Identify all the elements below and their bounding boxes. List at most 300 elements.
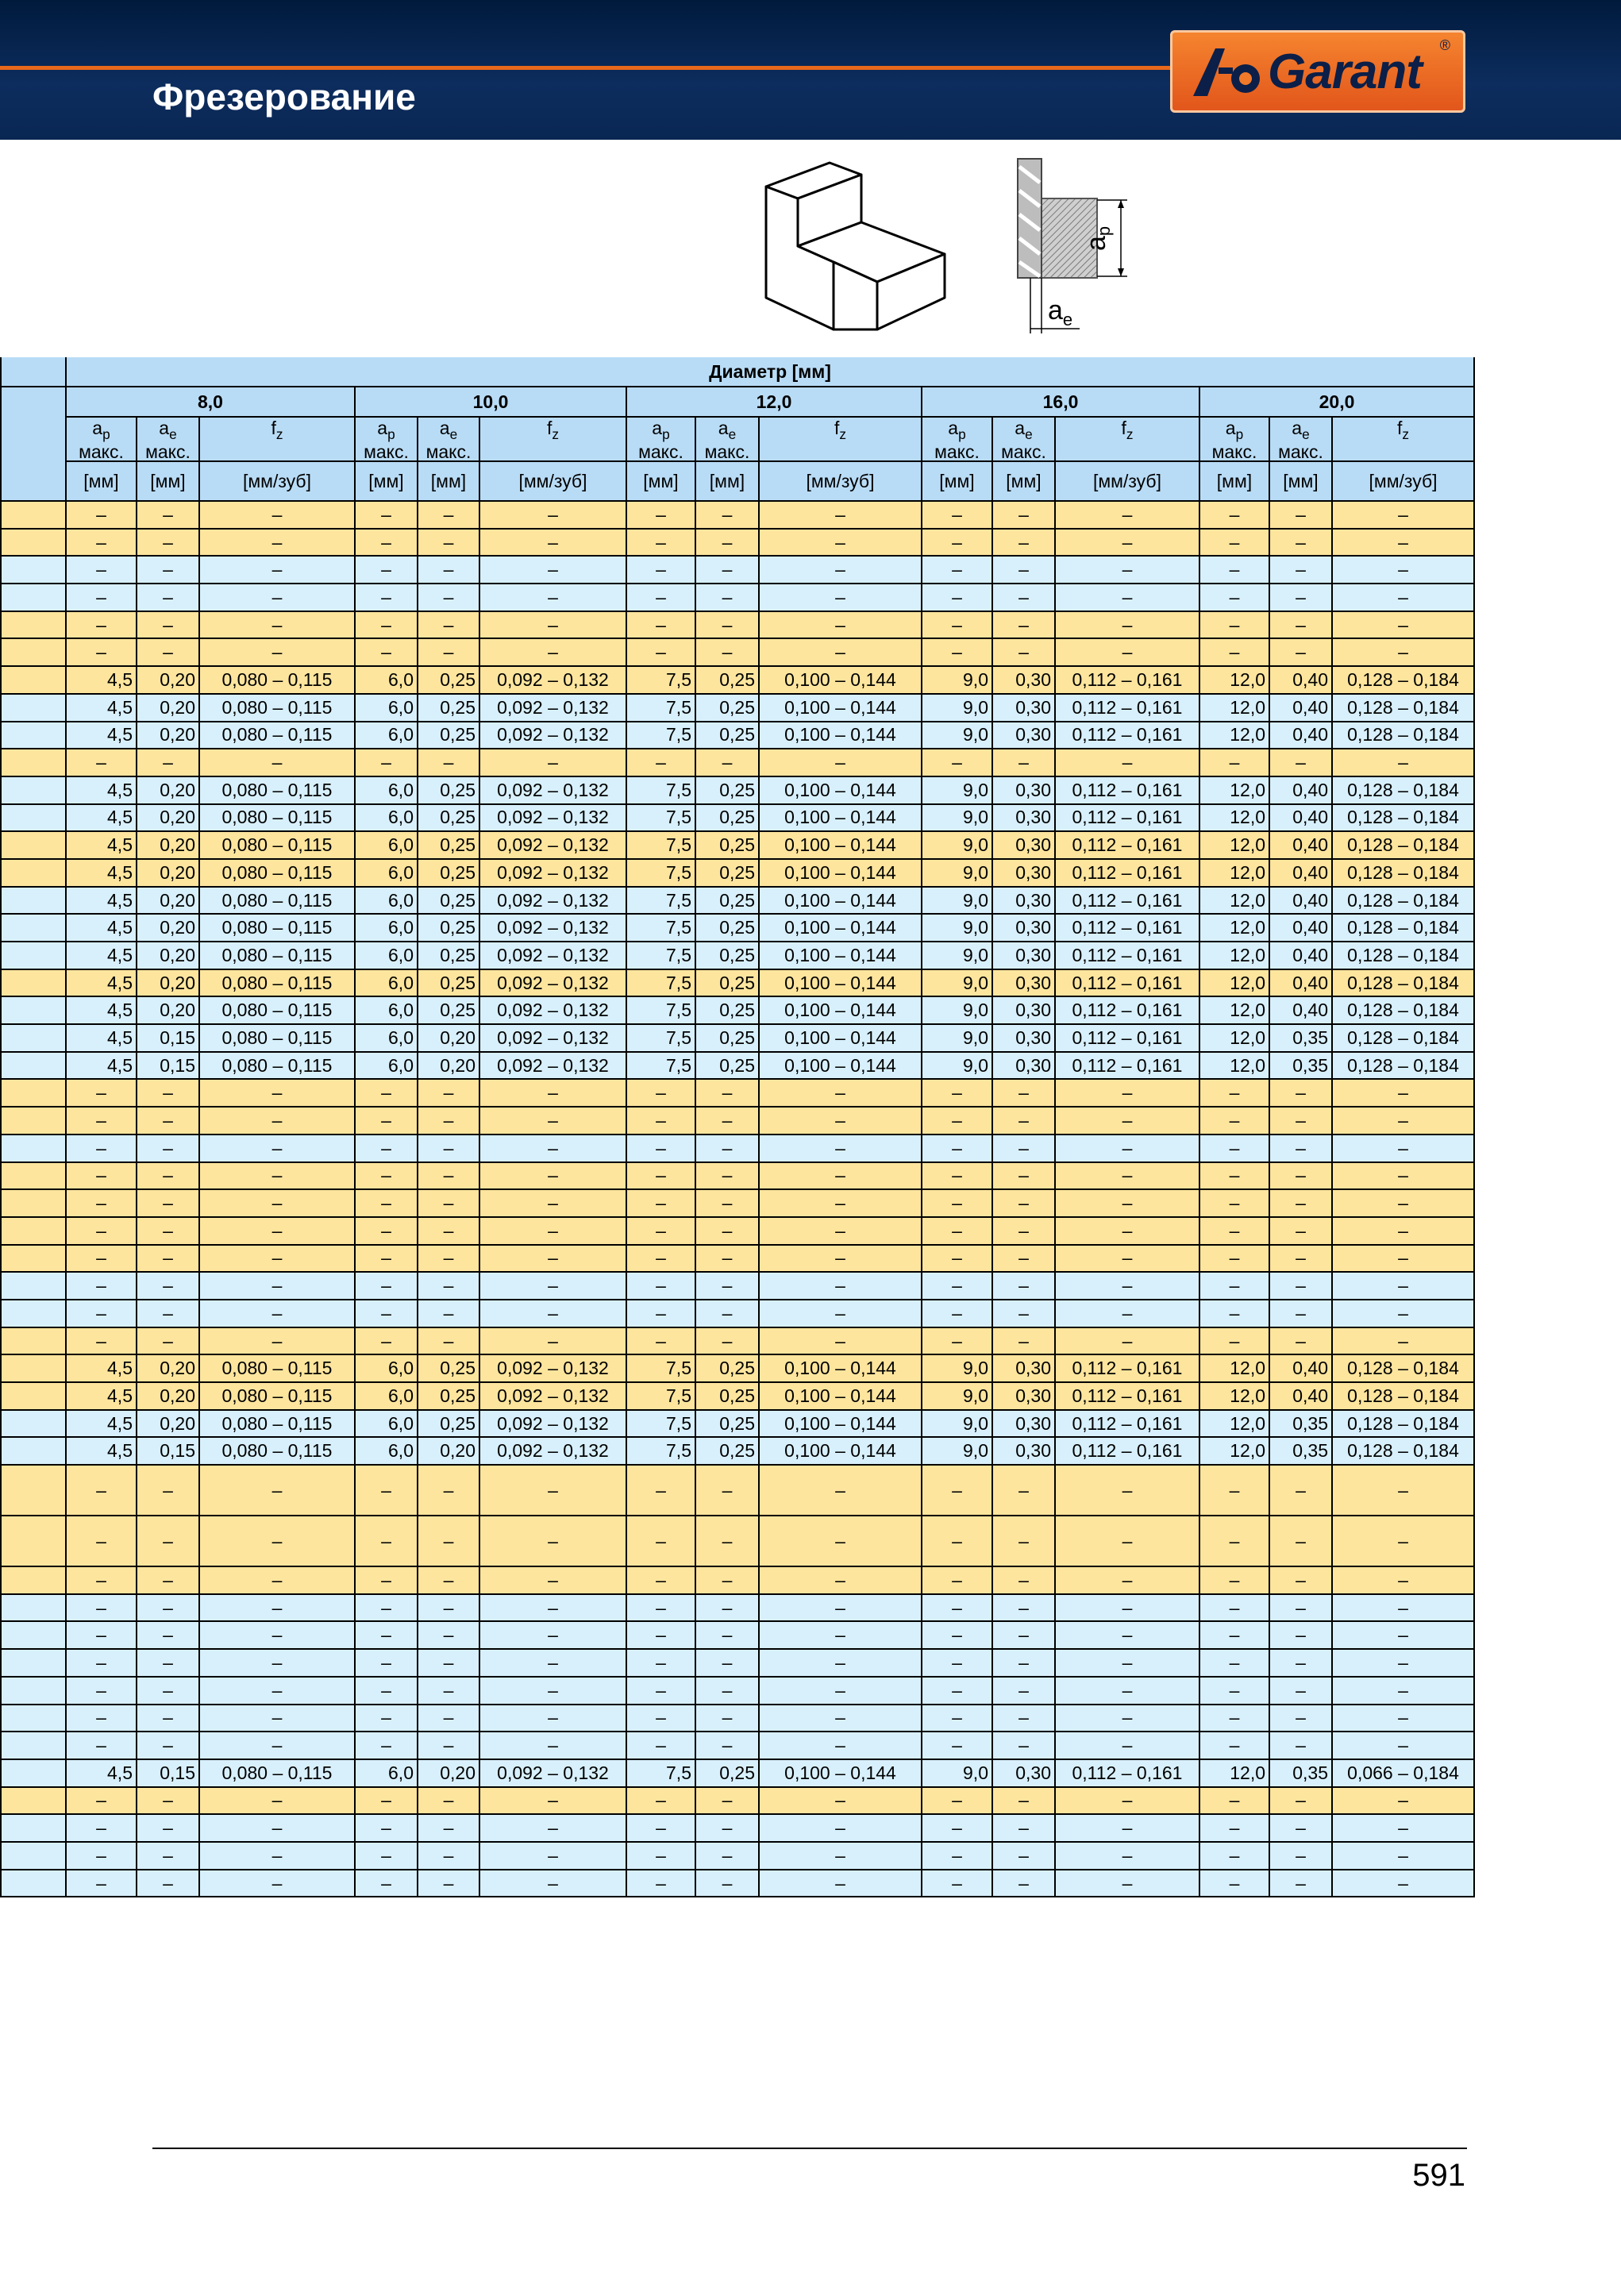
table-cell: 0,20 — [418, 1052, 479, 1080]
table-cell: 0,20 — [137, 1410, 199, 1438]
page-title: Фрезерование — [152, 76, 416, 117]
table-cell: – — [759, 529, 922, 557]
table-cell: – — [137, 1814, 199, 1842]
table-cell: – — [355, 1107, 418, 1135]
table-cell: – — [199, 1732, 355, 1759]
table-row — [1, 1594, 1474, 1622]
table-cell: – — [137, 1870, 199, 1897]
table-cell: – — [1269, 1870, 1332, 1897]
table-cell: – — [1332, 1135, 1474, 1162]
table-cell: 0,100 – 0,144 — [759, 776, 922, 804]
table-cell: – — [1055, 1079, 1199, 1107]
table-cell: – — [137, 1705, 199, 1732]
table-cell: – — [922, 584, 992, 611]
table-cell: – — [1269, 1566, 1332, 1594]
table-cell: 6,0 — [355, 1354, 418, 1382]
table-cell: 0,128 – 0,184 — [1332, 1024, 1474, 1052]
table-cell: – — [199, 638, 355, 666]
table-cell: 12,0 — [1199, 722, 1269, 749]
table-cell: 0,080 – 0,115 — [199, 942, 355, 969]
table-cell: 6,0 — [355, 942, 418, 969]
table-cell: – — [695, 1189, 759, 1217]
table-cell: 0,20 — [137, 694, 199, 722]
table-cell: 4,5 — [66, 694, 137, 722]
table-cell: – — [1332, 1516, 1474, 1566]
table-cell: – — [626, 749, 695, 776]
table-cell: – — [1199, 1649, 1269, 1677]
table-cell: – — [695, 1107, 759, 1135]
page-header — [0, 0, 1621, 140]
table-cell: 0,25 — [695, 666, 759, 694]
table-cell: 0,100 – 0,144 — [759, 969, 922, 997]
table-cell: – — [626, 1787, 695, 1815]
table-cell: 0,25 — [418, 1382, 479, 1410]
table-cell: – — [922, 1814, 992, 1842]
header-blank-left — [1, 387, 66, 501]
table-cell: – — [199, 1189, 355, 1217]
table-cell: – — [759, 1787, 922, 1815]
table-cell: – — [626, 1245, 695, 1273]
table-cell: – — [1199, 1162, 1269, 1190]
table-row — [1, 996, 1474, 1024]
row-label-cell — [1, 859, 66, 887]
table-cell: – — [695, 1621, 759, 1649]
table-cell: 6,0 — [355, 914, 418, 942]
table-cell: 0,40 — [1269, 776, 1332, 804]
table-cell: 9,0 — [922, 969, 992, 997]
table-cell: – — [759, 1327, 922, 1355]
table-cell: 0,080 – 0,115 — [199, 887, 355, 915]
table-cell: 0,092 – 0,132 — [479, 1382, 626, 1410]
table-cell: – — [626, 584, 695, 611]
col-unit-4-2: [мм/зуб] — [1332, 461, 1474, 501]
table-cell: – — [355, 501, 418, 529]
table-cell: – — [199, 1677, 355, 1705]
table-cell: – — [137, 611, 199, 639]
row-label-cell — [1, 1327, 66, 1355]
table-cell: – — [1269, 1162, 1332, 1190]
table-cell: – — [1199, 1245, 1269, 1273]
table-cell: – — [137, 638, 199, 666]
table-cell: – — [992, 1079, 1055, 1107]
table-cell: – — [1269, 1189, 1332, 1217]
table-cell: – — [479, 1870, 626, 1897]
table-cell: – — [1332, 501, 1474, 529]
table-cell: – — [199, 1649, 355, 1677]
table-cell: 0,20 — [418, 1024, 479, 1052]
table-row — [1, 859, 1474, 887]
table-cell: 6,0 — [355, 1759, 418, 1787]
row-label-cell — [1, 556, 66, 584]
table-cell: 4,5 — [66, 831, 137, 859]
table-cell: – — [1269, 1787, 1332, 1815]
table-cell: 0,20 — [137, 996, 199, 1024]
table-cell: – — [992, 1189, 1055, 1217]
table-cell: 0,25 — [418, 859, 479, 887]
table-cell: 4,5 — [66, 722, 137, 749]
header-blank — [1, 357, 66, 387]
table-row — [1, 529, 1474, 557]
table-cell: – — [759, 1245, 922, 1273]
table-cell: – — [418, 1677, 479, 1705]
col-head-2-2: $f_z$ — [759, 417, 922, 461]
row-label-cell — [1, 1732, 66, 1759]
table-cell: 0,25 — [695, 1382, 759, 1410]
col-unit-0-1: [мм] — [137, 461, 199, 501]
table-cell: 0,092 – 0,132 — [479, 914, 626, 942]
table-cell: – — [418, 1272, 479, 1300]
table-cell: 0,092 – 0,132 — [479, 859, 626, 887]
table-cell: – — [479, 1079, 626, 1107]
col-unit-1-1: [мм] — [418, 461, 479, 501]
table-cell: – — [355, 1621, 418, 1649]
table-cell: – — [1055, 1842, 1199, 1870]
table-cell: – — [66, 1245, 137, 1273]
table-cell: 0,25 — [695, 722, 759, 749]
table-cell: – — [479, 584, 626, 611]
table-cell: 0,112 – 0,161 — [1055, 1437, 1199, 1465]
table-cell: 4,5 — [66, 1759, 137, 1787]
table-cell: – — [1269, 1245, 1332, 1273]
row-label-cell — [1, 749, 66, 776]
table-cell: – — [137, 556, 199, 584]
table-cell: 0,100 – 0,144 — [759, 1437, 922, 1465]
table-cell: – — [922, 1465, 992, 1516]
table-cell: – — [695, 1516, 759, 1566]
row-label-cell — [1, 694, 66, 722]
table-cell: 0,25 — [418, 1410, 479, 1438]
table-cell: 0,100 – 0,144 — [759, 1354, 922, 1382]
table-cell: – — [992, 556, 1055, 584]
table-cell: 0,128 – 0,184 — [1332, 1410, 1474, 1438]
table-cell: 0,100 – 0,144 — [759, 1052, 922, 1080]
table-cell: – — [418, 1217, 479, 1245]
table-cell: 0,128 – 0,184 — [1332, 804, 1474, 832]
table-cell: – — [199, 1162, 355, 1190]
row-label-cell — [1, 1354, 66, 1382]
table-cell: – — [1055, 1594, 1199, 1622]
table-cell: 12,0 — [1199, 831, 1269, 859]
table-cell: 0,080 – 0,115 — [199, 1759, 355, 1787]
table-cell: – — [626, 1079, 695, 1107]
table-row — [1, 1814, 1474, 1842]
table-cell: 0,080 – 0,115 — [199, 694, 355, 722]
table-cell: 0,100 – 0,144 — [759, 996, 922, 1024]
table-cell: 9,0 — [922, 1354, 992, 1382]
table-cell: – — [1269, 1107, 1332, 1135]
table-cell: 0,15 — [137, 1759, 199, 1787]
table-cell: – — [199, 501, 355, 529]
row-label-cell — [1, 1759, 66, 1787]
table-cell: 0,080 – 0,115 — [199, 1024, 355, 1052]
table-cell: – — [1332, 1621, 1474, 1649]
table-cell: – — [992, 1621, 1055, 1649]
col-head-3-2: $f_z$ — [1055, 417, 1199, 461]
table-cell: 9,0 — [922, 1052, 992, 1080]
table-cell: – — [137, 1107, 199, 1135]
table-cell: – — [479, 1245, 626, 1273]
table-cell: – — [759, 1079, 922, 1107]
table-cell: 0,092 – 0,132 — [479, 1354, 626, 1382]
table-cell: 12,0 — [1199, 1382, 1269, 1410]
table-cell: – — [1199, 1842, 1269, 1870]
table-cell: – — [355, 749, 418, 776]
table-cell: – — [1332, 1814, 1474, 1842]
col-unit-2-0: [мм] — [626, 461, 695, 501]
table-cell: 0,30 — [992, 722, 1055, 749]
table-cell: 0,100 – 0,144 — [759, 942, 922, 969]
table-cell: – — [695, 638, 759, 666]
table-cell: – — [66, 556, 137, 584]
table-cell: 7,5 — [626, 859, 695, 887]
table-cell: – — [1199, 1465, 1269, 1516]
table-cell: 0,100 – 0,144 — [759, 1024, 922, 1052]
table-cell: 12,0 — [1199, 969, 1269, 997]
col-head-0-1: $a_e$ макс. — [137, 417, 199, 461]
table-cell: – — [1332, 1272, 1474, 1300]
table-cell: – — [418, 1621, 479, 1649]
table-cell: 0,25 — [695, 996, 759, 1024]
table-cell: – — [1269, 1217, 1332, 1245]
table-cell: – — [626, 1566, 695, 1594]
table-row — [1, 611, 1474, 639]
table-cell: – — [199, 584, 355, 611]
table-cell: 0,100 – 0,144 — [759, 722, 922, 749]
table-cell: 0,092 – 0,132 — [479, 722, 626, 749]
table-row — [1, 831, 1474, 859]
table-cell: 0,112 – 0,161 — [1055, 804, 1199, 832]
table-cell: 0,30 — [992, 1354, 1055, 1382]
table-cell: 4,5 — [66, 859, 137, 887]
table-cell: – — [1269, 556, 1332, 584]
table-cell: – — [759, 1516, 922, 1566]
table-cell: – — [1199, 556, 1269, 584]
table-cell: – — [1055, 1516, 1199, 1566]
table-cell: – — [1332, 1300, 1474, 1327]
col-head-1-0: $a_p$ макс. — [355, 417, 418, 461]
table-cell: – — [355, 1870, 418, 1897]
table-cell: – — [1269, 1300, 1332, 1327]
table-cell: 0,080 – 0,115 — [199, 1382, 355, 1410]
table-cell: 0,112 – 0,161 — [1055, 776, 1199, 804]
table-cell: – — [137, 1842, 199, 1870]
table-cell: 4,5 — [66, 1024, 137, 1052]
table-row — [1, 638, 1474, 666]
row-label-cell — [1, 1621, 66, 1649]
table-cell: – — [66, 1814, 137, 1842]
table-cell: – — [922, 611, 992, 639]
table-cell: 0,080 – 0,115 — [199, 1437, 355, 1465]
table-cell: 6,0 — [355, 1382, 418, 1410]
row-label-cell — [1, 1649, 66, 1677]
table-cell: – — [66, 1107, 137, 1135]
table-cell: – — [759, 1705, 922, 1732]
table-cell: 12,0 — [1199, 859, 1269, 887]
table-cell: – — [922, 1189, 992, 1217]
table-cell: 0,092 – 0,132 — [479, 1024, 626, 1052]
table-cell: 9,0 — [922, 666, 992, 694]
table-cell: 0,100 – 0,144 — [759, 1410, 922, 1438]
table-cell: 0,100 – 0,144 — [759, 859, 922, 887]
table-cell: 0,25 — [418, 1354, 479, 1382]
table-cell: – — [1199, 1814, 1269, 1842]
table-cell: – — [695, 1135, 759, 1162]
table-cell: – — [479, 638, 626, 666]
table-cell: 6,0 — [355, 1437, 418, 1465]
table-cell: – — [1199, 1621, 1269, 1649]
table-cell: 0,25 — [418, 942, 479, 969]
table-cell: 0,066 – 0,184 — [1332, 1759, 1474, 1787]
col-head-2-1: $a_e$ макс. — [695, 417, 759, 461]
table-row — [1, 1677, 1474, 1705]
table-cell: 0,25 — [695, 914, 759, 942]
garant-logo-icon — [1192, 44, 1263, 99]
table-row — [1, 1052, 1474, 1080]
table-cell: – — [626, 1649, 695, 1677]
table-cell: – — [759, 1107, 922, 1135]
table-cell: 7,5 — [626, 1354, 695, 1382]
table-cell: 7,5 — [626, 942, 695, 969]
table-cell: – — [479, 1566, 626, 1594]
diameter-1: 10,0 — [355, 387, 626, 417]
table-cell: – — [1199, 529, 1269, 557]
table-cell: – — [1269, 638, 1332, 666]
footer-divider — [152, 2148, 1467, 2149]
table-cell: – — [759, 1814, 922, 1842]
table-cell: – — [1055, 1621, 1199, 1649]
table-cell: 0,35 — [1269, 1759, 1332, 1787]
table-cell: 0,080 – 0,115 — [199, 914, 355, 942]
table-cell: 9,0 — [922, 804, 992, 832]
table-cell: 0,25 — [418, 722, 479, 749]
table-cell: 0,40 — [1269, 1354, 1332, 1382]
table-cell: – — [922, 1842, 992, 1870]
table-cell: 0,112 – 0,161 — [1055, 694, 1199, 722]
table-cell: 0,080 – 0,115 — [199, 666, 355, 694]
table-cell: – — [479, 501, 626, 529]
table-cell: – — [355, 1842, 418, 1870]
table-cell: – — [759, 1732, 922, 1759]
table-cell: – — [355, 1814, 418, 1842]
table-cell: – — [137, 1245, 199, 1273]
table-cell: – — [1332, 584, 1474, 611]
table-cell: 0,100 – 0,144 — [759, 887, 922, 915]
table-cell: – — [355, 1705, 418, 1732]
table-cell: 7,5 — [626, 996, 695, 1024]
table-cell: – — [199, 1516, 355, 1566]
table-cell: 0,25 — [695, 969, 759, 997]
table-cell: 9,0 — [922, 694, 992, 722]
table-cell: – — [626, 1814, 695, 1842]
table-cell: – — [1332, 529, 1474, 557]
table-cell: – — [695, 1594, 759, 1622]
table-cell: – — [759, 611, 922, 639]
table-cell: – — [626, 1135, 695, 1162]
table-cell: – — [992, 1732, 1055, 1759]
col-head-0-0: $a_p$ макс. — [66, 417, 137, 461]
table-cell: – — [66, 1272, 137, 1300]
ae-label: $a_e$ — [1048, 295, 1073, 329]
table-cell: – — [1332, 611, 1474, 639]
table-cell: 0,080 – 0,115 — [199, 1410, 355, 1438]
table-cell: 0,25 — [695, 1437, 759, 1465]
table-cell: – — [479, 1842, 626, 1870]
row-label-cell — [1, 1162, 66, 1190]
table-cell: – — [1055, 501, 1199, 529]
table-cell: 6,0 — [355, 831, 418, 859]
table-cell: 4,5 — [66, 969, 137, 997]
table-cell: 0,092 – 0,132 — [479, 969, 626, 997]
table-cell: – — [137, 1327, 199, 1355]
table-cell: – — [922, 1677, 992, 1705]
table-cell: – — [626, 529, 695, 557]
table-cell: – — [479, 1189, 626, 1217]
table-cell: – — [199, 749, 355, 776]
table-cell: 7,5 — [626, 969, 695, 997]
table-cell: – — [626, 1272, 695, 1300]
row-label-cell — [1, 776, 66, 804]
table-cell: – — [418, 1162, 479, 1190]
table-cell: 0,30 — [992, 1024, 1055, 1052]
table-cell: 0,40 — [1269, 804, 1332, 832]
table-cell: – — [992, 1870, 1055, 1897]
table-cell: 0,35 — [1269, 1052, 1332, 1080]
table-cell: – — [626, 1465, 695, 1516]
table-cell: – — [355, 529, 418, 557]
table-cell: – — [66, 611, 137, 639]
table-row — [1, 969, 1474, 997]
table-cell: 0,40 — [1269, 859, 1332, 887]
table-cell: – — [418, 1107, 479, 1135]
row-label-cell — [1, 1870, 66, 1897]
table-cell: – — [479, 1677, 626, 1705]
row-label-cell — [1, 1677, 66, 1705]
table-cell: – — [479, 1465, 626, 1516]
table-cell: 0,25 — [418, 996, 479, 1024]
table-cell: 0,080 – 0,115 — [199, 804, 355, 832]
table-cell: – — [199, 1079, 355, 1107]
table-cell: 0,25 — [418, 666, 479, 694]
table-cell: – — [1199, 1217, 1269, 1245]
table-cell: 6,0 — [355, 722, 418, 749]
col-unit-4-1: [мм] — [1269, 461, 1332, 501]
row-label-cell — [1, 666, 66, 694]
table-cell: 0,30 — [992, 694, 1055, 722]
table-cell: 0,20 — [137, 722, 199, 749]
table-cell: – — [1332, 1870, 1474, 1897]
table-cell: 0,112 – 0,161 — [1055, 1052, 1199, 1080]
row-label-cell — [1, 501, 66, 529]
table-cell: 7,5 — [626, 776, 695, 804]
table-cell: – — [695, 1787, 759, 1815]
table-cell: 0,20 — [137, 887, 199, 915]
table-cell: – — [355, 1300, 418, 1327]
table-cell: – — [66, 1300, 137, 1327]
row-label-cell — [1, 1052, 66, 1080]
table-cell: – — [479, 611, 626, 639]
table-cell: – — [992, 1787, 1055, 1815]
row-label-cell — [1, 1382, 66, 1410]
workpiece-illustration — [758, 155, 957, 341]
table-cell: – — [922, 1135, 992, 1162]
table-row — [1, 1649, 1474, 1677]
table-cell: – — [355, 1465, 418, 1516]
cutting-data-table — [0, 357, 1475, 1897]
table-cell: 0,112 – 0,161 — [1055, 722, 1199, 749]
table-cell: – — [137, 749, 199, 776]
table-cell: 0,20 — [137, 804, 199, 832]
table-row — [1, 666, 1474, 694]
